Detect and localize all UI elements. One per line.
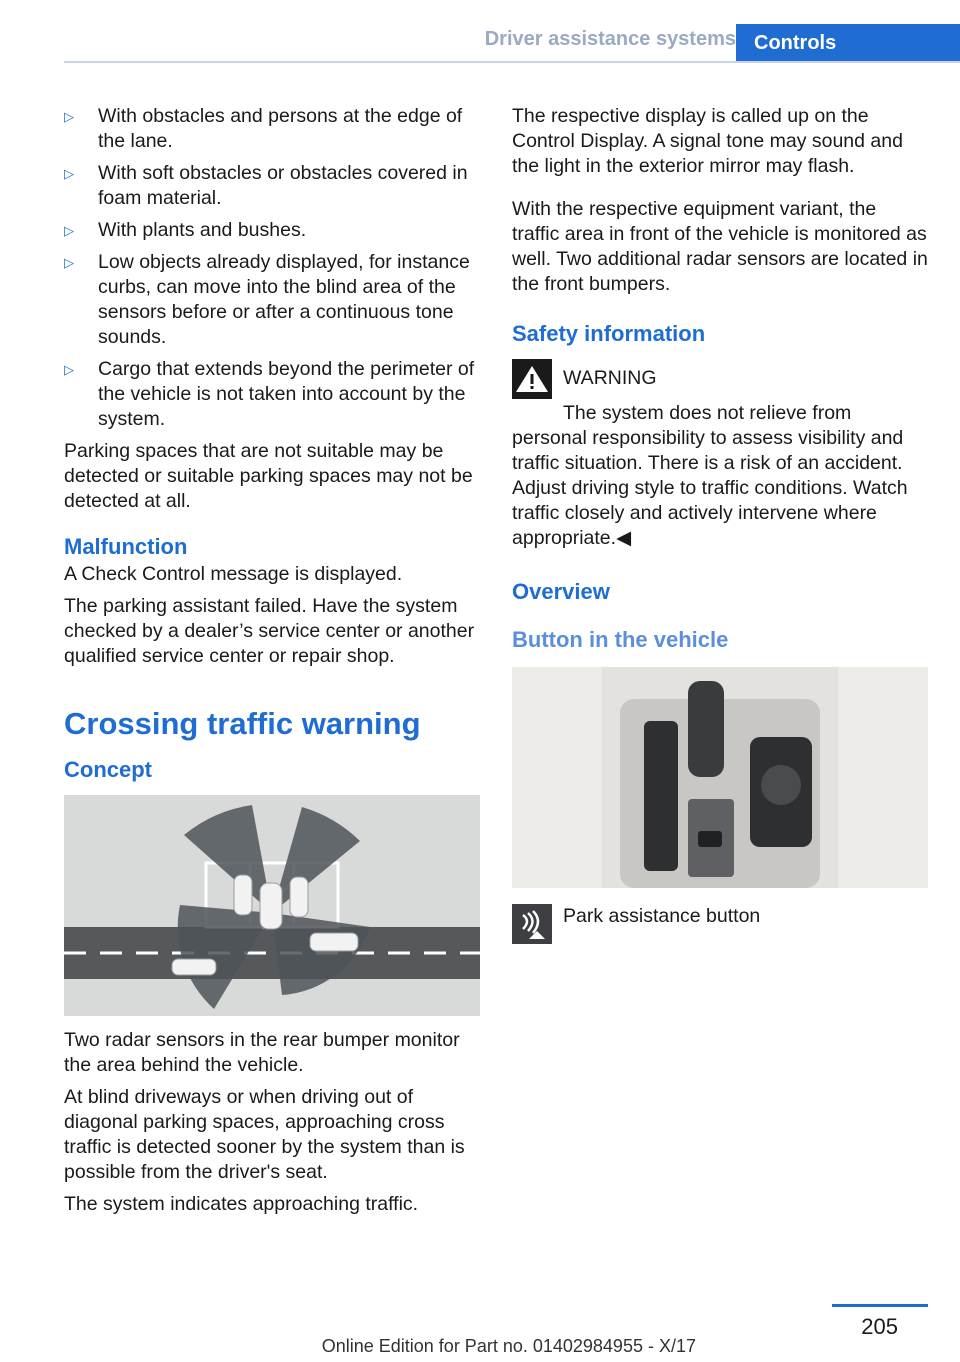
header-rule bbox=[64, 61, 960, 63]
page-number: 205 bbox=[861, 1314, 898, 1339]
safety-heading: Safety information bbox=[512, 321, 706, 346]
triangle-bullet-icon: ▷ bbox=[64, 255, 74, 270]
radar-diagram bbox=[64, 795, 480, 1016]
bullet-item bbox=[64, 161, 480, 211]
paragraph: With the respective equipment variant, the traffic area in front of the vehicle is monitored as well. Two additional radar sensors are located in the front bumpers. bbox=[512, 198, 928, 295]
overview-heading: Overview bbox=[512, 579, 610, 604]
header-controls-tab: Controls bbox=[736, 24, 960, 62]
bullet-text: With plants and bushes. bbox=[98, 219, 307, 241]
footer-rule bbox=[832, 1304, 928, 1307]
triangle-bullet-icon: ▷ bbox=[64, 166, 74, 181]
right-column bbox=[512, 104, 928, 944]
paragraph: A Check Control message is displayed. bbox=[64, 563, 403, 585]
edition-note: Online Edition for Part no. 01402984955 - X/17 bbox=[321, 1336, 696, 1356]
warning-label: WARNING bbox=[563, 367, 657, 389]
crossing-traffic-illustration bbox=[64, 795, 480, 1016]
button-heading: Button in the vehicle bbox=[512, 627, 729, 652]
malfunction-heading: Malfunction bbox=[64, 534, 188, 559]
button-caption: Park assistance button bbox=[563, 905, 761, 927]
bullet-text: With soft obstacles or obstacles covered in foam material. bbox=[98, 162, 468, 209]
paragraph: The system indicates approaching traffic. bbox=[64, 1193, 419, 1215]
vehicle-console-photo bbox=[512, 667, 928, 888]
paragraph: The respective display is called up on the Control Display. A signal tone may sound and the light in the exterior mirror may flash. bbox=[512, 105, 903, 177]
triangle-bullet-icon: ▷ bbox=[64, 223, 74, 238]
bullet-item bbox=[64, 218, 480, 243]
bullet-text: Cargo that extends beyond the perimeter of the vehicle is not taken into account by the system. bbox=[98, 358, 475, 430]
bullet-item bbox=[64, 250, 480, 350]
warning-triangle-icon bbox=[512, 359, 552, 399]
park-assist-button-icon bbox=[512, 904, 552, 944]
console-illustration bbox=[512, 667, 928, 888]
warning-row bbox=[512, 359, 928, 399]
warning-block bbox=[512, 359, 928, 551]
bullet-text: With obstacles and persons at the edge of the lane. bbox=[98, 105, 463, 152]
triangle-bullet-icon: ▷ bbox=[64, 109, 74, 124]
bullet-item bbox=[64, 104, 480, 154]
paragraph: The parking assistant failed. Have the system checked by a dealer’s service center or another qualified service center or repair shop. bbox=[64, 595, 475, 667]
left-column bbox=[64, 104, 480, 1224]
bullet-text: Low objects already displayed, for instance curbs, can move into the blind area of the sensors before or after a continuous tone sounds. bbox=[98, 251, 470, 348]
section-title: Crossing traffic warning bbox=[64, 706, 421, 741]
bullet-item bbox=[64, 357, 480, 432]
paragraph: Two radar sensors in the rear bumper monitor the area behind the vehicle. bbox=[64, 1029, 460, 1076]
paragraph: Parking spaces that are not suitable may be detected or suitable parking spaces may not be detected at all. bbox=[64, 440, 473, 512]
triangle-bullet-icon: ▷ bbox=[64, 362, 74, 377]
warning-text: The system does not relieve from personal responsibility to assess visibility and traffic situation. There is a risk of an accident. Adjust driving style to traffic conditions. Watch traffic closely and actively intervene where appropriate.◀ bbox=[512, 402, 908, 549]
paragraph: At blind driveways or when driving out of diagonal parking spaces, approaching cross traffic is detected sooner by the system than is possible from the driver's seat. bbox=[64, 1086, 465, 1183]
concept-heading: Concept bbox=[64, 757, 152, 782]
header-section-tab: Driver assistance systems bbox=[484, 28, 736, 50]
caption-row bbox=[512, 904, 928, 944]
